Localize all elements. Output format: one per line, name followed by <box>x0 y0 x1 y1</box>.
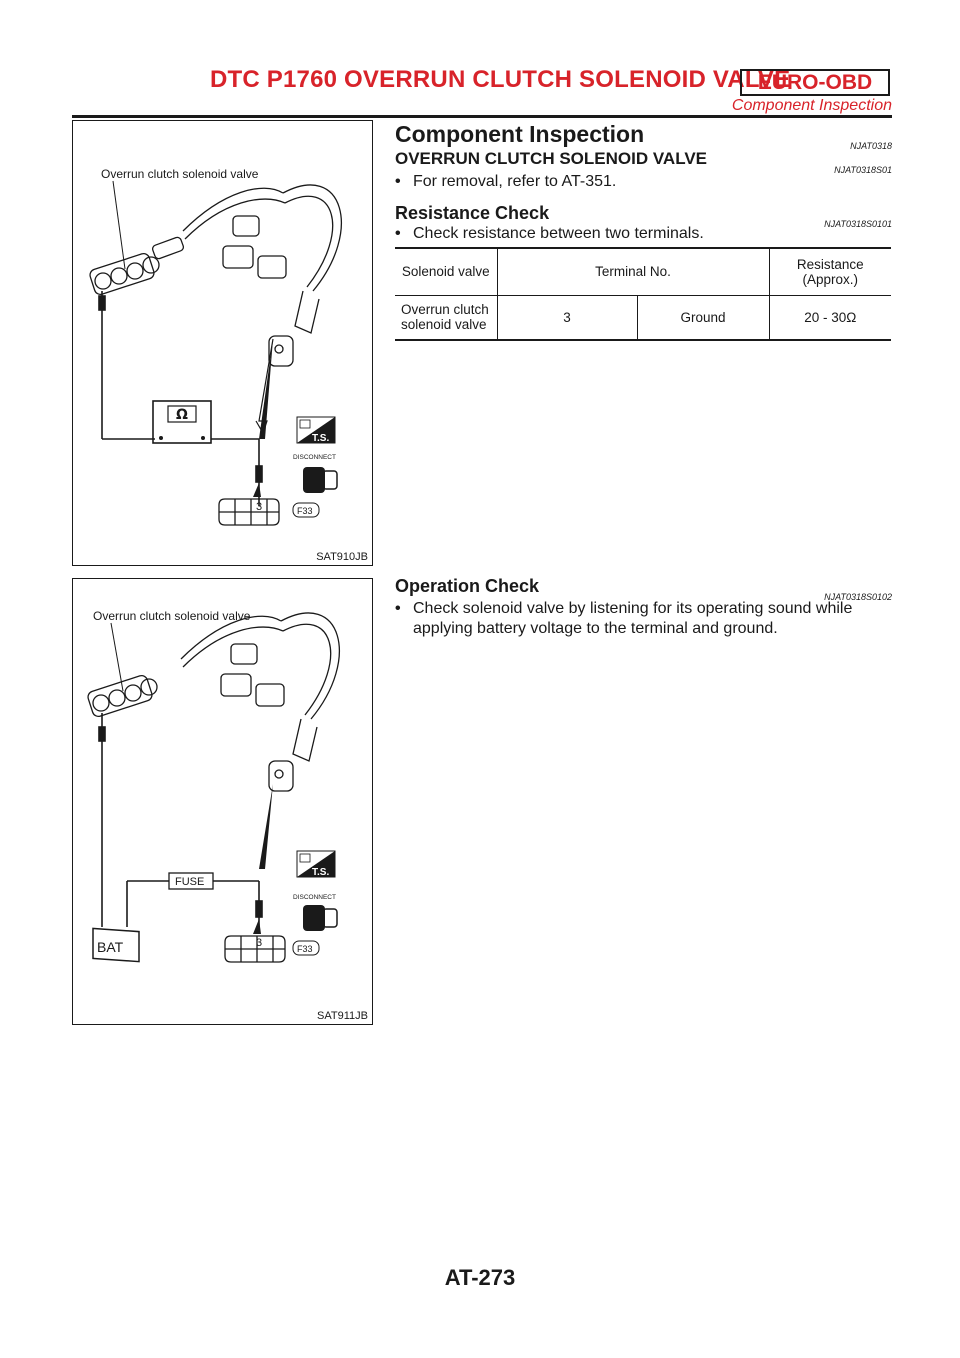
terminal-number: 3 <box>256 501 263 513</box>
disconnect-icon <box>303 905 337 931</box>
subsection-code: NJAT0318S01 <box>834 165 892 175</box>
header-title: DTC P1760 OVERRUN CLUTCH SOLENOID VALVE <box>210 66 791 93</box>
solenoid-valve-drawing <box>89 185 342 366</box>
operation-note-line1: Check solenoid valve by listening for its operating sound while <box>413 600 853 617</box>
subsection-title: OVERRUN CLUTCH SOLENOID VALVE <box>395 149 707 168</box>
resistance-table <box>395 247 891 341</box>
terminal-number: 3 <box>256 937 263 949</box>
tester-wiring <box>99 291 262 506</box>
header-resistance: Resistance (Approx.) <box>769 248 891 295</box>
operation-check-code: NJAT0318S0102 <box>824 592 892 602</box>
disconnect-label: DISCONNECT <box>293 454 336 461</box>
ts-label: T.S. <box>312 867 330 878</box>
operation-check-diagram <box>73 579 372 1024</box>
ohmmeter <box>153 401 211 443</box>
connector-tag <box>293 503 319 517</box>
resistance-note <box>395 224 891 244</box>
arrow-icon <box>259 784 273 869</box>
cell-terminal: 3 <box>497 295 637 340</box>
disconnect-icon <box>303 467 337 493</box>
connector-id: F33 <box>297 944 313 954</box>
section-code: NJAT0318 <box>850 141 892 151</box>
connector-tag <box>293 941 319 955</box>
header-solenoid-valve: Solenoid valve <box>401 264 490 280</box>
operation-note-line2: applying battery voltage to the terminal and ground. <box>413 620 778 637</box>
removal-note <box>395 172 891 192</box>
ts-label: T.S. <box>312 433 330 444</box>
harness-connector <box>225 936 285 962</box>
ts-icon <box>297 417 335 444</box>
battery-icon <box>93 928 139 961</box>
euro-obd-badge: EURO-OBD <box>740 69 890 96</box>
bullet-mark: • <box>395 225 401 242</box>
figure-label: Overrun clutch solenoid valve <box>93 609 251 623</box>
figure-label: Overrun clutch solenoid valve <box>101 167 259 181</box>
cell-valve-name: Overrun clutch solenoid valve <box>401 302 489 333</box>
cell-ground: Ground <box>637 295 769 340</box>
solenoid-valve-drawing <box>87 613 340 791</box>
arrow-icon <box>256 339 273 439</box>
resistance-check-code: NJAT0318S0101 <box>824 219 892 229</box>
ts-icon <box>297 851 335 878</box>
resistance-note-text: Check resistance between two terminals. <box>413 225 704 242</box>
removal-note-text: For removal, refer to AT-351. <box>413 173 617 190</box>
battery-label: BAT <box>97 939 124 955</box>
header-rule <box>72 115 892 118</box>
resistance-check-title: Resistance Check <box>395 203 550 223</box>
header-subtitle: Component Inspection <box>731 97 892 114</box>
header-terminal-no: Terminal No. <box>497 248 769 295</box>
table-row <box>395 295 891 340</box>
figure-resistance-check <box>72 120 373 566</box>
operation-check-title: Operation Check <box>395 576 540 596</box>
figure-operation-check <box>72 578 373 1025</box>
figure-code: SAT911JB <box>317 1010 368 1022</box>
harness-connector <box>219 499 279 525</box>
bullet-mark: • <box>395 173 401 190</box>
fuse-label: FUSE <box>175 876 205 888</box>
fuse-icon <box>169 873 213 889</box>
bullet-mark: • <box>395 600 401 617</box>
battery-wiring <box>99 713 262 934</box>
operation-note <box>395 599 895 639</box>
ohm-symbol: Ω <box>176 407 188 423</box>
resistance-check-diagram <box>73 121 372 565</box>
connector-id: F33 <box>297 506 313 516</box>
section-title: Component Inspection <box>395 121 645 147</box>
figure-code: SAT910JB <box>316 551 368 563</box>
disconnect-label: DISCONNECT <box>293 894 336 901</box>
cell-resistance: 20 - 30Ω <box>769 295 891 340</box>
page-number: AT-273 <box>444 1265 516 1290</box>
